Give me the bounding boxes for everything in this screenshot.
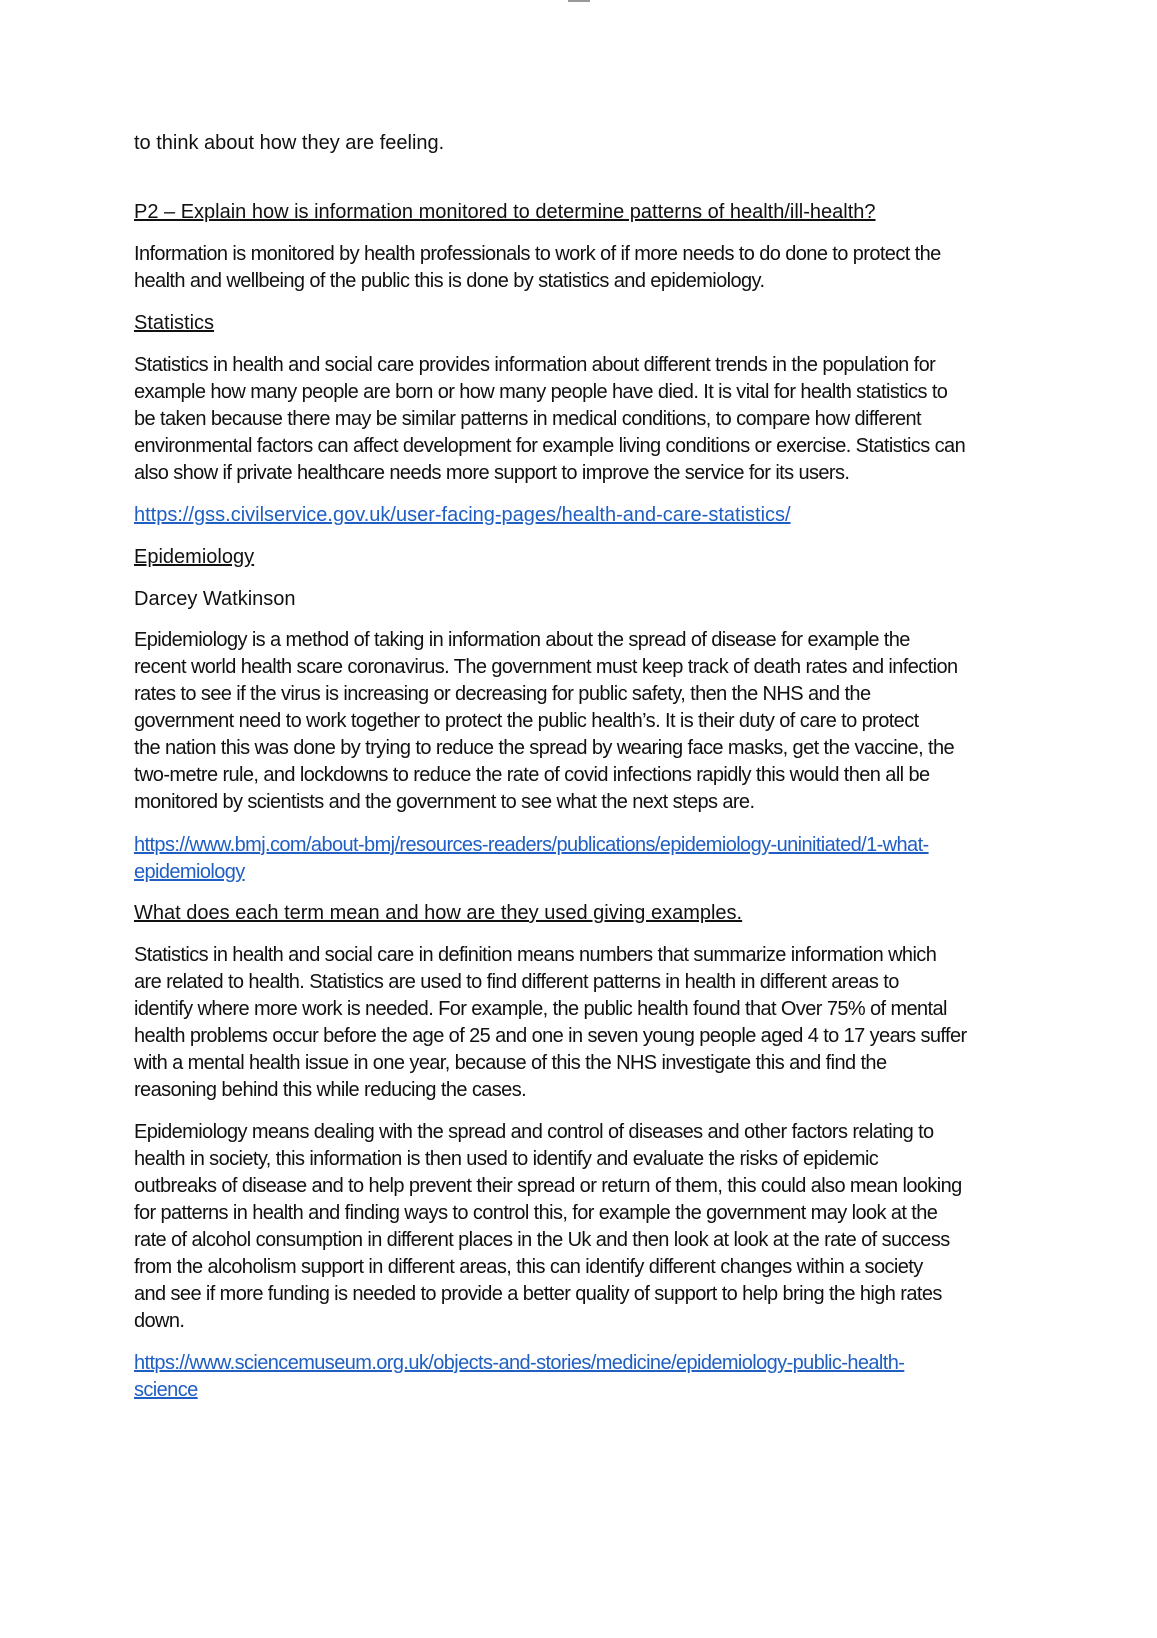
statistics-link[interactable]: https://gss.civilservice.gov.uk/user-facing-pages/health-and-care-statistics/ — [134, 504, 791, 526]
intro-paragraph — [134, 241, 974, 295]
terms-statistics-paragraph — [134, 942, 974, 1104]
text-line: outbreaks of disease and to help prevent their spread or return of them, this could also mean looking — [134, 1175, 962, 1197]
text-line: identify where more work is needed. For example, the public health found that Over 75% of mental — [134, 998, 947, 1020]
text-line: two-metre rule, and lockdowns to reduce the rate of covid infections rapidly this would then all be — [134, 764, 930, 786]
text-line: government need to work together to protect the public health’s. It is their duty of care to protect — [134, 710, 919, 732]
epidemiology-link[interactable]: https://www.bmj.com/about-bmj/resources-readers/publications/epidemiology-uninitiated/1-what- — [134, 834, 929, 856]
text-line: from the alcoholism support in different areas, this can identify different changes within a society — [134, 1256, 923, 1278]
heading-p2: P2 – Explain how is information monitored to determine patterns of health/ill-health? — [134, 201, 876, 223]
epidemiology-paragraph — [134, 627, 974, 816]
intro-line — [134, 130, 974, 157]
statistics-heading: Statistics — [134, 312, 215, 334]
text-line: Information is monitored by health professionals to work of if more needs to do done to protect the — [134, 243, 941, 265]
text-line: monitored by scientists and the government to see what the next steps are. — [134, 791, 755, 813]
science-museum-link-continued[interactable]: science — [134, 1379, 198, 1401]
text-line: for patterns in health and finding ways to control this, for example the government may look at the — [134, 1202, 938, 1224]
text-line: example how many people are born or how many people have died. It is vital for health statistics to — [134, 381, 948, 403]
text-line: health problems occur before the age of 25 and one in seven young people aged 4 to 17 years suffer — [134, 1025, 967, 1047]
text-line: Statistics in health and social care in definition means numbers that summarize information which — [134, 944, 937, 966]
text-line: Statistics in health and social care provides information about different trends in the population for — [134, 354, 936, 376]
terms-epidemiology-paragraph — [134, 1119, 974, 1335]
epidemiology-heading: Epidemiology — [134, 546, 255, 568]
text-line: health and wellbeing of the public this is done by statistics and epidemiology. — [134, 270, 765, 292]
statistics-link-block — [134, 502, 974, 529]
epidemiology-link-block — [134, 832, 974, 886]
text-line: rates to see if the virus is increasing or decreasing for public safety, then the NHS and the — [134, 683, 871, 705]
text-line: Epidemiology is a method of taking in information about the spread of disease for example the — [134, 629, 910, 651]
text-line: reasoning behind this while reducing the cases. — [134, 1079, 527, 1101]
terms-heading: What does each term mean and how are they used giving examples. — [134, 902, 743, 924]
author-name: Darcey Watkinson — [134, 588, 296, 610]
text-line: rate of alcohol consumption in different places in the Uk and then look at look at the rate of success — [134, 1229, 950, 1251]
text-line: down. — [134, 1310, 185, 1332]
text-line: the nation this was done by trying to reduce the spread by wearing face masks, get the vaccine, the — [134, 737, 954, 759]
text-line: recent world health scare coronavirus. The government must keep track of death rates and infection — [134, 656, 958, 678]
page-top-mark — [568, 0, 590, 2]
science-museum-link[interactable]: https://www.sciencemuseum.org.uk/objects-and-stories/medicine/epidemiology-public-health- — [134, 1352, 905, 1374]
text-line: environmental factors can affect development for example living conditions or exercise. Statistics can — [134, 435, 966, 457]
science-link-block — [134, 1350, 974, 1404]
epidemiology-link-continued[interactable]: epidemiology — [134, 861, 245, 883]
text-line: health in society, this information is then used to identify and evaluate the risks of epidemic — [134, 1148, 879, 1170]
text-line: with a mental health issue in one year, because of this the NHS investigate this and find the — [134, 1052, 887, 1074]
text-line: to think about how they are feeling. — [134, 132, 445, 154]
text-line: also show if private healthcare needs more support to improve the service for its users. — [134, 462, 850, 484]
statistics-paragraph — [134, 352, 974, 487]
text-line: Epidemiology means dealing with the spread and control of diseases and other factors relating to — [134, 1121, 934, 1143]
text-line: and see if more funding is needed to provide a better quality of support to help bring the high rates — [134, 1283, 942, 1305]
text-line: be taken because there may be similar patterns in medical conditions, to compare how different — [134, 408, 922, 430]
text-line: are related to health. Statistics are used to find different patterns in health in different areas to — [134, 971, 899, 993]
